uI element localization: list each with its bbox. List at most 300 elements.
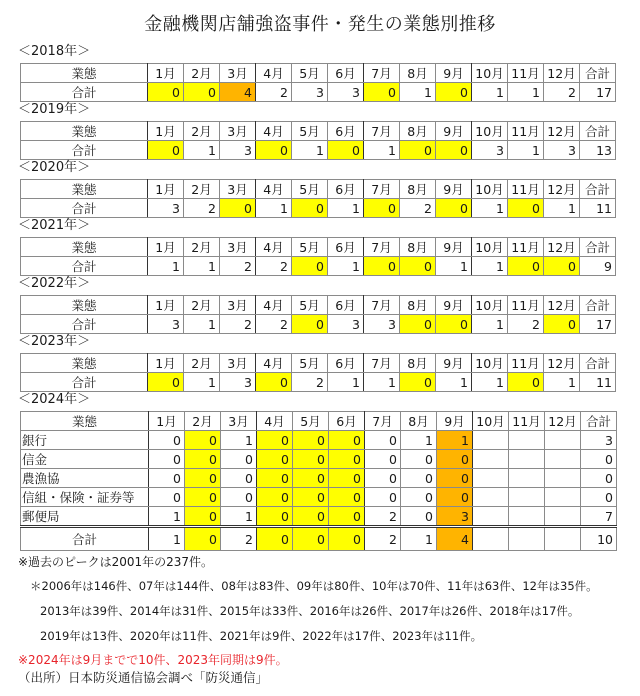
month-value-cell: 0 <box>544 315 580 334</box>
month-value-cell: 2 <box>256 257 292 276</box>
month-value-cell: 3 <box>328 315 364 334</box>
month-value-cell: 3 <box>148 315 184 334</box>
month-value-cell: 1 <box>436 257 472 276</box>
month-value-cell: 0 <box>508 373 544 392</box>
month-value-cell: 0 <box>436 315 472 334</box>
row-label: 合計 <box>21 315 148 334</box>
month-value-cell: 0 <box>437 450 473 469</box>
month-value-cell: 1 <box>328 199 364 218</box>
month-header: 4月 <box>256 238 292 257</box>
month-value-cell: 0 <box>292 315 328 334</box>
table-row <box>21 507 617 527</box>
month-value-cell: 0 <box>257 431 293 450</box>
month-header: 合計 <box>580 354 616 373</box>
month-value-cell: 0 <box>257 469 293 488</box>
month-header: 5月 <box>292 296 328 315</box>
month-value-cell: 1 <box>436 373 472 392</box>
month-value-cell: 2 <box>184 199 220 218</box>
month-value-cell: 0 <box>220 199 256 218</box>
month-header: 2月 <box>184 64 220 83</box>
month-value-cell <box>545 431 581 450</box>
month-value-cell: 0 <box>329 527 365 551</box>
month-header: 7月 <box>364 64 400 83</box>
month-header: 6月 <box>328 354 364 373</box>
month-value-cell: 0 <box>365 488 401 507</box>
month-value-cell: 3 <box>472 141 508 160</box>
month-header: 7月 <box>364 238 400 257</box>
page-title: 金融機関店舗強盗事件・発生の業態別推移 <box>144 14 496 35</box>
month-value-cell: 0 <box>256 141 292 160</box>
month-header: 2月 <box>184 296 220 315</box>
month-header: 8月 <box>400 64 436 83</box>
month-value-cell: 1 <box>401 527 437 551</box>
month-value-cell: 1 <box>149 507 185 527</box>
month-header: 11月 <box>508 238 544 257</box>
month-header: 1月 <box>148 64 184 83</box>
month-value-cell: 0 <box>329 488 365 507</box>
month-value-cell: 0 <box>149 450 185 469</box>
row-label: 郵便局 <box>21 507 149 527</box>
month-value-cell: 0 <box>185 431 221 450</box>
month-header: 6月 <box>328 64 364 83</box>
month-value-cell: 1 <box>472 83 508 102</box>
month-header: 7月 <box>364 296 400 315</box>
month-header: 8月 <box>401 412 437 431</box>
month-header: 7月 <box>364 180 400 199</box>
row-total-cell: 0 <box>581 488 617 507</box>
month-header: 9月 <box>437 412 473 431</box>
month-header: 10月 <box>473 412 509 431</box>
month-header: 10月 <box>472 354 508 373</box>
month-header: 4月 <box>256 180 292 199</box>
month-header: 合計 <box>580 238 616 257</box>
month-value-cell: 0 <box>149 488 185 507</box>
month-value-cell: 2 <box>256 315 292 334</box>
year-table <box>20 121 616 160</box>
month-value-cell: 0 <box>365 431 401 450</box>
row-label: 信組・保険・証券等 <box>21 488 149 507</box>
month-header: 3月 <box>220 296 256 315</box>
month-value-cell: 1 <box>184 373 220 392</box>
header-row <box>21 64 616 83</box>
month-value-cell: 1 <box>256 199 292 218</box>
month-header: 4月 <box>256 122 292 141</box>
month-header: 4月 <box>256 354 292 373</box>
month-value-cell: 0 <box>148 141 184 160</box>
month-value-cell: 1 <box>184 315 220 334</box>
month-header: 8月 <box>400 180 436 199</box>
month-header: 5月 <box>293 412 329 431</box>
month-value-cell: 1 <box>472 257 508 276</box>
row-label: 合計 <box>21 83 148 102</box>
month-header: 1月 <box>148 238 184 257</box>
header-row <box>21 354 616 373</box>
month-value-cell: 1 <box>544 373 580 392</box>
month-header: 3月 <box>220 238 256 257</box>
month-header: 6月 <box>329 412 365 431</box>
month-value-cell: 0 <box>436 199 472 218</box>
month-value-cell: 2 <box>256 83 292 102</box>
month-value-cell: 2 <box>508 315 544 334</box>
year-label: ＜2023年＞ <box>18 334 91 349</box>
month-value-cell: 0 <box>400 141 436 160</box>
month-header: 2月 <box>184 354 220 373</box>
month-header: 3月 <box>221 412 257 431</box>
month-value-cell: 0 <box>293 488 329 507</box>
month-value-cell: 0 <box>185 450 221 469</box>
month-header: 6月 <box>328 238 364 257</box>
month-header: 2月 <box>184 238 220 257</box>
row-total-cell: 7 <box>581 507 617 527</box>
month-header: 11月 <box>508 354 544 373</box>
note-history-2: 2013年は39件、2014年は31件、2015年は33件、2016年は26件、2017年は26件、2018年は17件。 <box>40 604 580 618</box>
row-label: 合計 <box>21 257 148 276</box>
month-value-cell: 0 <box>329 469 365 488</box>
month-header: 1月 <box>148 122 184 141</box>
month-value-cell: 0 <box>293 507 329 527</box>
header-category: 業態 <box>21 412 149 431</box>
month-value-cell: 0 <box>293 431 329 450</box>
month-header: 1月 <box>148 296 184 315</box>
month-header: 7月 <box>364 122 400 141</box>
note-history-1: ＊2006年は146件、07年は144件、08年は83件、09年は80件、10年は70件、11年は63件、12年は35件。 <box>30 579 598 593</box>
month-value-cell: 3 <box>437 507 473 527</box>
month-value-cell: 0 <box>148 83 184 102</box>
month-value-cell: 0 <box>437 488 473 507</box>
month-header: 12月 <box>544 354 580 373</box>
row-label: 合計 <box>21 527 149 551</box>
month-header: 2月 <box>184 122 220 141</box>
header-category: 業態 <box>21 180 148 199</box>
month-value-cell: 1 <box>148 257 184 276</box>
month-value-cell <box>473 507 509 527</box>
row-total-cell: 11 <box>580 373 616 392</box>
month-header: 1月 <box>148 354 184 373</box>
year-label: ＜2018年＞ <box>18 44 91 59</box>
month-header: 6月 <box>328 296 364 315</box>
month-value-cell: 0 <box>364 257 400 276</box>
header-category: 業態 <box>21 64 148 83</box>
month-value-cell: 0 <box>508 257 544 276</box>
month-value-cell: 2 <box>220 257 256 276</box>
month-header: 9月 <box>436 122 472 141</box>
month-value-cell: 0 <box>184 83 220 102</box>
month-value-cell: 1 <box>508 141 544 160</box>
month-header: 8月 <box>400 354 436 373</box>
year-label: ＜2020年＞ <box>18 160 91 175</box>
row-total-cell: 0 <box>581 450 617 469</box>
month-header: 合計 <box>580 296 616 315</box>
month-value-cell <box>545 488 581 507</box>
month-value-cell <box>509 507 545 527</box>
month-value-cell: 0 <box>149 431 185 450</box>
month-value-cell: 4 <box>437 527 473 551</box>
month-header: 12月 <box>544 122 580 141</box>
month-value-cell: 1 <box>472 199 508 218</box>
month-value-cell: 1 <box>437 431 473 450</box>
month-value-cell: 1 <box>508 83 544 102</box>
month-header: 2月 <box>184 180 220 199</box>
month-value-cell: 1 <box>328 373 364 392</box>
month-value-cell: 0 <box>329 431 365 450</box>
month-value-cell: 1 <box>364 141 400 160</box>
month-value-cell: 0 <box>401 488 437 507</box>
month-header: 10月 <box>472 238 508 257</box>
month-value-cell: 2 <box>365 527 401 551</box>
month-value-cell: 1 <box>328 257 364 276</box>
month-header: 7月 <box>365 412 401 431</box>
table-row <box>21 488 617 507</box>
month-header: 11月 <box>508 296 544 315</box>
table-row <box>21 257 616 276</box>
month-value-cell: 0 <box>364 199 400 218</box>
table-row <box>21 199 616 218</box>
month-value-cell: 1 <box>292 141 328 160</box>
month-value-cell <box>509 431 545 450</box>
month-value-cell: 3 <box>364 315 400 334</box>
month-value-cell: 0 <box>257 450 293 469</box>
row-total-cell: 0 <box>581 469 617 488</box>
header-category: 業態 <box>21 122 148 141</box>
month-header: 9月 <box>436 180 472 199</box>
row-total-cell: 10 <box>581 527 617 551</box>
row-total-cell: 13 <box>580 141 616 160</box>
month-value-cell: 2 <box>221 527 257 551</box>
month-value-cell: 0 <box>401 469 437 488</box>
month-value-cell <box>473 488 509 507</box>
header-row <box>21 296 616 315</box>
table-row <box>21 141 616 160</box>
year-table <box>20 179 616 218</box>
month-header: 11月 <box>508 64 544 83</box>
month-header: 合計 <box>580 122 616 141</box>
row-total-cell: 17 <box>580 83 616 102</box>
table-row <box>21 373 616 392</box>
month-value-cell: 1 <box>400 83 436 102</box>
month-header: 6月 <box>328 122 364 141</box>
month-value-cell: 0 <box>293 527 329 551</box>
row-total-cell: 9 <box>580 257 616 276</box>
month-value-cell: 0 <box>292 199 328 218</box>
month-value-cell: 0 <box>436 83 472 102</box>
month-header: 9月 <box>436 354 472 373</box>
row-label: 合計 <box>21 373 148 392</box>
month-value-cell: 2 <box>365 507 401 527</box>
row-label: 銀行 <box>21 431 149 450</box>
year-table <box>20 411 617 551</box>
month-header: 7月 <box>364 354 400 373</box>
note-history-3: 2019年は13件、2020年は11件、2021年は9件、2022年は17件、2023年は11件。 <box>40 629 483 643</box>
month-value-cell: 0 <box>292 257 328 276</box>
month-header: 12月 <box>544 180 580 199</box>
month-header: 5月 <box>292 180 328 199</box>
month-header: 1月 <box>149 412 185 431</box>
table-row <box>21 83 616 102</box>
month-header: 12月 <box>545 412 581 431</box>
month-header: 8月 <box>400 296 436 315</box>
month-value-cell: 0 <box>257 527 293 551</box>
table-row <box>21 450 617 469</box>
header-row <box>21 180 616 199</box>
month-header: 9月 <box>436 238 472 257</box>
month-header: 2月 <box>185 412 221 431</box>
month-value-cell: 0 <box>257 488 293 507</box>
month-value-cell <box>509 488 545 507</box>
month-value-cell <box>509 450 545 469</box>
month-value-cell: 1 <box>472 373 508 392</box>
month-value-cell: 0 <box>185 507 221 527</box>
month-value-cell: 0 <box>401 450 437 469</box>
row-label: 合計 <box>21 199 148 218</box>
year-table <box>20 63 616 102</box>
row-total-cell: 17 <box>580 315 616 334</box>
month-value-cell <box>509 527 545 551</box>
month-value-cell: 0 <box>400 315 436 334</box>
table-row <box>21 431 617 450</box>
month-header: 6月 <box>328 180 364 199</box>
month-value-cell: 2 <box>400 199 436 218</box>
month-header: 11月 <box>509 412 545 431</box>
table-row <box>21 315 616 334</box>
month-header: 5月 <box>292 64 328 83</box>
month-value-cell: 3 <box>544 141 580 160</box>
month-value-cell: 3 <box>220 373 256 392</box>
month-header: 合計 <box>581 412 617 431</box>
month-value-cell <box>545 507 581 527</box>
month-value-cell: 2 <box>544 83 580 102</box>
month-value-cell: 0 <box>185 469 221 488</box>
month-value-cell: 0 <box>185 488 221 507</box>
month-value-cell: 1 <box>221 431 257 450</box>
month-value-cell: 0 <box>508 199 544 218</box>
month-value-cell <box>473 469 509 488</box>
header-row <box>21 122 616 141</box>
month-header: 10月 <box>472 122 508 141</box>
header-category: 業態 <box>21 354 148 373</box>
month-value-cell: 0 <box>365 450 401 469</box>
row-label: 農漁協 <box>21 469 149 488</box>
month-value-cell: 1 <box>472 315 508 334</box>
month-header: 4月 <box>256 296 292 315</box>
month-value-cell: 1 <box>401 431 437 450</box>
month-value-cell: 1 <box>544 199 580 218</box>
year-table <box>20 295 616 334</box>
row-total-cell: 3 <box>581 431 617 450</box>
month-header: 10月 <box>472 180 508 199</box>
month-value-cell: 0 <box>221 450 257 469</box>
year-label: ＜2021年＞ <box>18 218 91 233</box>
month-value-cell: 1 <box>184 257 220 276</box>
month-header: 3月 <box>220 180 256 199</box>
month-value-cell <box>545 469 581 488</box>
month-value-cell: 1 <box>364 373 400 392</box>
year-table <box>20 353 616 392</box>
month-header: 12月 <box>544 238 580 257</box>
year-label: ＜2022年＞ <box>18 276 91 291</box>
month-value-cell: 0 <box>256 373 292 392</box>
month-value-cell: 0 <box>401 507 437 527</box>
month-header: 3月 <box>220 354 256 373</box>
month-header: 11月 <box>508 180 544 199</box>
month-value-cell: 0 <box>221 488 257 507</box>
header-row <box>21 238 616 257</box>
month-header: 8月 <box>400 122 436 141</box>
month-value-cell <box>545 450 581 469</box>
month-header: 10月 <box>472 64 508 83</box>
month-value-cell: 0 <box>365 469 401 488</box>
month-value-cell: 0 <box>400 373 436 392</box>
month-value-cell: 0 <box>329 507 365 527</box>
month-value-cell: 2 <box>292 373 328 392</box>
header-category: 業態 <box>21 238 148 257</box>
year-table <box>20 237 616 276</box>
month-value-cell <box>473 431 509 450</box>
month-value-cell: 0 <box>329 450 365 469</box>
month-value-cell <box>509 469 545 488</box>
month-value-cell: 0 <box>293 469 329 488</box>
month-value-cell: 0 <box>437 469 473 488</box>
month-header: 8月 <box>400 238 436 257</box>
month-value-cell: 3 <box>292 83 328 102</box>
month-header: 5月 <box>292 122 328 141</box>
month-value-cell <box>473 450 509 469</box>
month-value-cell: 0 <box>149 469 185 488</box>
header-row <box>21 412 617 431</box>
month-value-cell: 0 <box>148 373 184 392</box>
row-label: 合計 <box>21 141 148 160</box>
month-value-cell: 1 <box>221 507 257 527</box>
month-header: 3月 <box>220 122 256 141</box>
month-header: 5月 <box>292 354 328 373</box>
month-value-cell: 0 <box>257 507 293 527</box>
month-header: 12月 <box>544 64 580 83</box>
month-value-cell: 0 <box>221 469 257 488</box>
month-header: 合計 <box>580 64 616 83</box>
month-value-cell: 0 <box>293 450 329 469</box>
month-value-cell: 1 <box>184 141 220 160</box>
month-header: 3月 <box>220 64 256 83</box>
year-label: ＜2024年＞ <box>18 392 91 407</box>
table-row <box>21 469 617 488</box>
month-value-cell: 0 <box>544 257 580 276</box>
year-label: ＜2019年＞ <box>18 102 91 117</box>
month-value-cell: 0 <box>436 141 472 160</box>
month-header: 9月 <box>436 296 472 315</box>
month-header: 1月 <box>148 180 184 199</box>
month-header: 9月 <box>436 64 472 83</box>
month-header: 11月 <box>508 122 544 141</box>
table-row <box>21 527 617 551</box>
month-value-cell <box>473 527 509 551</box>
month-header: 5月 <box>292 238 328 257</box>
month-header: 4月 <box>257 412 293 431</box>
month-header: 合計 <box>580 180 616 199</box>
month-value-cell: 1 <box>149 527 185 551</box>
month-value-cell: 0 <box>400 257 436 276</box>
month-header: 4月 <box>256 64 292 83</box>
month-header: 10月 <box>472 296 508 315</box>
month-value-cell: 3 <box>328 83 364 102</box>
row-total-cell: 11 <box>580 199 616 218</box>
month-value-cell: 2 <box>220 315 256 334</box>
source-note: （出所）日本防災通信協会調べ「防災通信」 <box>18 670 269 685</box>
month-value-cell: 0 <box>328 141 364 160</box>
note-peak: ※過去のピークは2001年の237件。 <box>18 555 214 569</box>
month-value-cell: 0 <box>185 527 221 551</box>
header-category: 業態 <box>21 296 148 315</box>
month-value-cell: 3 <box>148 199 184 218</box>
month-value-cell: 3 <box>220 141 256 160</box>
